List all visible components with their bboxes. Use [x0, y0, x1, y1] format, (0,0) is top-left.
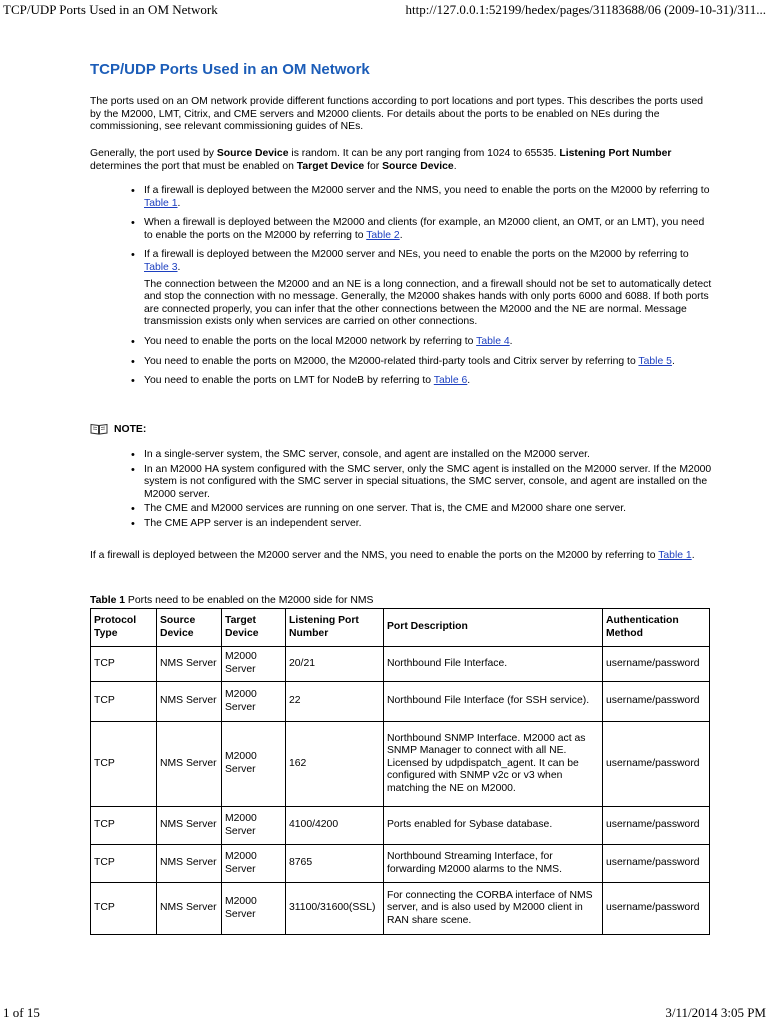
long-connection-note: The connection between the M2000 and an NE is a long connection, and a firewall should not be set to automatically detect and stop the connection with no message. Generally, the M2000 shakes hands with only ports 6000 and 6088. If both ports are connected properly, you can infer that the other connections between the M2000 and the NE are normal. Message transmission exists only when services are carried on other connections. — [144, 278, 712, 328]
table-cell: TCP — [91, 807, 157, 845]
table-cell: username/password — [603, 647, 710, 682]
table-cell: Ports enabled for Sybase database. — [384, 807, 603, 845]
table-row — [91, 647, 710, 682]
table-1-link[interactable]: Table 1 — [144, 197, 178, 209]
table-caption: Table 1 Ports need to be enabled on the M2000 side for NMS — [90, 595, 374, 606]
table-row — [91, 807, 710, 845]
source-device-paragraph: Generally, the port used by Source Device is random. It can be any port ranging from 1024 to 65535. Listening Port Number determines the port that must be enabled on Target Device for Source Device. — [90, 148, 672, 172]
column-header: Port Description — [384, 609, 603, 647]
table-cell: Northbound Streaming Interface, for forwarding M2000 alarms to the NMS. — [384, 845, 603, 883]
table-cell: NMS Server — [157, 807, 222, 845]
list-item: • In an M2000 HA system configured with the SMC server, only the SMC agent is installed on the M2000 server. If the M2000 system is not configured with the SMC server in special situations, the SMC server, console, and agent are installed on the M2000 server. — [131, 464, 713, 502]
list-item: • You need to enable the ports on the local M2000 network by referring to Table 4. — [131, 336, 713, 349]
table-cell: Northbound File Interface (for SSH service). — [384, 682, 603, 722]
browser-page-title: TCP/UDP Ports Used in an OM Network — [3, 2, 218, 17]
table-cell: TCP — [91, 845, 157, 883]
list-item: • If a firewall is deployed between the M2000 server and NEs, you need to enable the ports on the M2000 by referring to Table 3. The connection between the M2000 and an NE is a long connection, and a firewall should not be set to automatically detect and stop the connection with no message. Generally, the M2000 shakes hands with only ports 6000 and 6088. If both ports are connected properly, you can infer that the other connections between the M2000 and the NE are normal. Message transmission exists only when services are carried on other connections. — [131, 249, 713, 329]
list-item: • When a firewall is deployed between the M2000 and clients (for example, an M2000 client, an OMT, or an LMT), you need to enable the ports on the M2000 by referring to Table 2. — [131, 217, 713, 242]
table-cell: M2000 Server — [222, 722, 286, 807]
table-cell: M2000 Server — [222, 883, 286, 935]
list-item: • You need to enable the ports on M2000, the M2000-related third-party tools and Citrix server by referring to Table 5. — [131, 356, 713, 369]
column-header: Source Device — [157, 609, 222, 647]
firewall-paragraph: If a firewall is deployed between the M2000 server and the NMS, you need to enable the ports on the M2000 by referring to Table 1. — [90, 550, 695, 561]
table-cell: Northbound File Interface. — [384, 647, 603, 682]
table-cell: Northbound SNMP Interface. M2000 act as SNMP Manager to connect with all NE. Licensed by udpdispatch_agent. It can be configured with SNMP v2c or v3 when matching the NE on M2000. — [384, 722, 603, 807]
table-cell: NMS Server — [157, 647, 222, 682]
page-title: TCP/UDP Ports Used in an OM Network — [90, 61, 370, 78]
table-cell: M2000 Server — [222, 647, 286, 682]
table-row — [91, 845, 710, 883]
table-2-link[interactable]: Table 2 — [366, 229, 400, 241]
table-cell: NMS Server — [157, 682, 222, 722]
table-6-link[interactable]: Table 6 — [433, 375, 468, 387]
firewall-bullet-list — [131, 185, 713, 395]
column-header: Authentication Method — [603, 609, 710, 647]
print-datetime: 3/11/2014 3:05 PM — [665, 1005, 766, 1020]
table-cell: M2000 Server — [222, 807, 286, 845]
list-item: • The CME APP server is an independent server. — [131, 518, 713, 531]
table-cell: M2000 Server — [222, 682, 286, 722]
table-cell: username/password — [603, 845, 710, 883]
table-4-link[interactable]: Table 4 — [476, 335, 510, 347]
ports-table — [90, 608, 710, 935]
note-header — [90, 423, 146, 435]
list-item: • If a firewall is deployed between the M2000 server and the NMS, you need to enable the ports on the M2000 by referring to Table 1. — [131, 185, 713, 210]
table-cell: NMS Server — [157, 883, 222, 935]
table-cell: 31100/31600(SSL) — [286, 883, 384, 935]
table-cell: TCP — [91, 722, 157, 807]
table-cell: 8765 — [286, 845, 384, 883]
table-cell: 20/21 — [286, 647, 384, 682]
table-cell: M2000 Server — [222, 845, 286, 883]
list-item: • You need to enable the ports on LMT for NodeB by referring to Table 6. — [131, 375, 713, 388]
table-1-link[interactable]: Table 1 — [658, 550, 692, 561]
table-cell: 162 — [286, 722, 384, 807]
page-number: 1 of 15 — [3, 1005, 40, 1020]
table-row — [91, 682, 710, 722]
note-list — [131, 449, 713, 533]
table-cell: TCP — [91, 647, 157, 682]
table-cell: NMS Server — [157, 722, 222, 807]
table-cell: username/password — [603, 682, 710, 722]
book-icon — [90, 423, 108, 435]
table-5-link[interactable]: Table 5 — [638, 355, 672, 367]
table-cell: For connecting the CORBA interface of NMS server, and is also used by M2000 client in RAN share scene. — [384, 883, 603, 935]
list-item: • The CME and M2000 services are running on one server. That is, the CME and M2000 share one server. — [131, 503, 713, 516]
note-label: NOTE: — [114, 423, 147, 435]
intro-paragraph: The ports used on an OM network provide different functions according to port locations and port types. This describes the ports used by the M2000, LMT, Citrix, and CME servers and M2000 clients. For details about the ports to be enabled on NEs during the commissioning, see relevant commissioning guides of NEs. — [90, 96, 704, 133]
table-cell: TCP — [91, 883, 157, 935]
table-cell: username/password — [603, 883, 710, 935]
column-header: Protocol Type — [91, 609, 157, 647]
column-header: Listening Port Number — [286, 609, 384, 647]
table-3-link[interactable]: Table 3 — [144, 261, 178, 273]
table-row — [91, 883, 710, 935]
table-header-row — [91, 609, 710, 647]
table-row — [91, 722, 710, 807]
table-cell: username/password — [603, 722, 710, 807]
table-cell: TCP — [91, 682, 157, 722]
table-cell: 4100/4200 — [286, 807, 384, 845]
browser-url: http://127.0.0.1:52199/hedex/pages/31183688/06 (2009-10-31)/311... — [405, 2, 766, 17]
column-header: Target Device — [222, 609, 286, 647]
table-cell: username/password — [603, 807, 710, 845]
table-cell: 22 — [286, 682, 384, 722]
table-cell: NMS Server — [157, 845, 222, 883]
list-item: • In a single-server system, the SMC server, console, and agent are installed on the M2000 server. — [131, 449, 713, 462]
